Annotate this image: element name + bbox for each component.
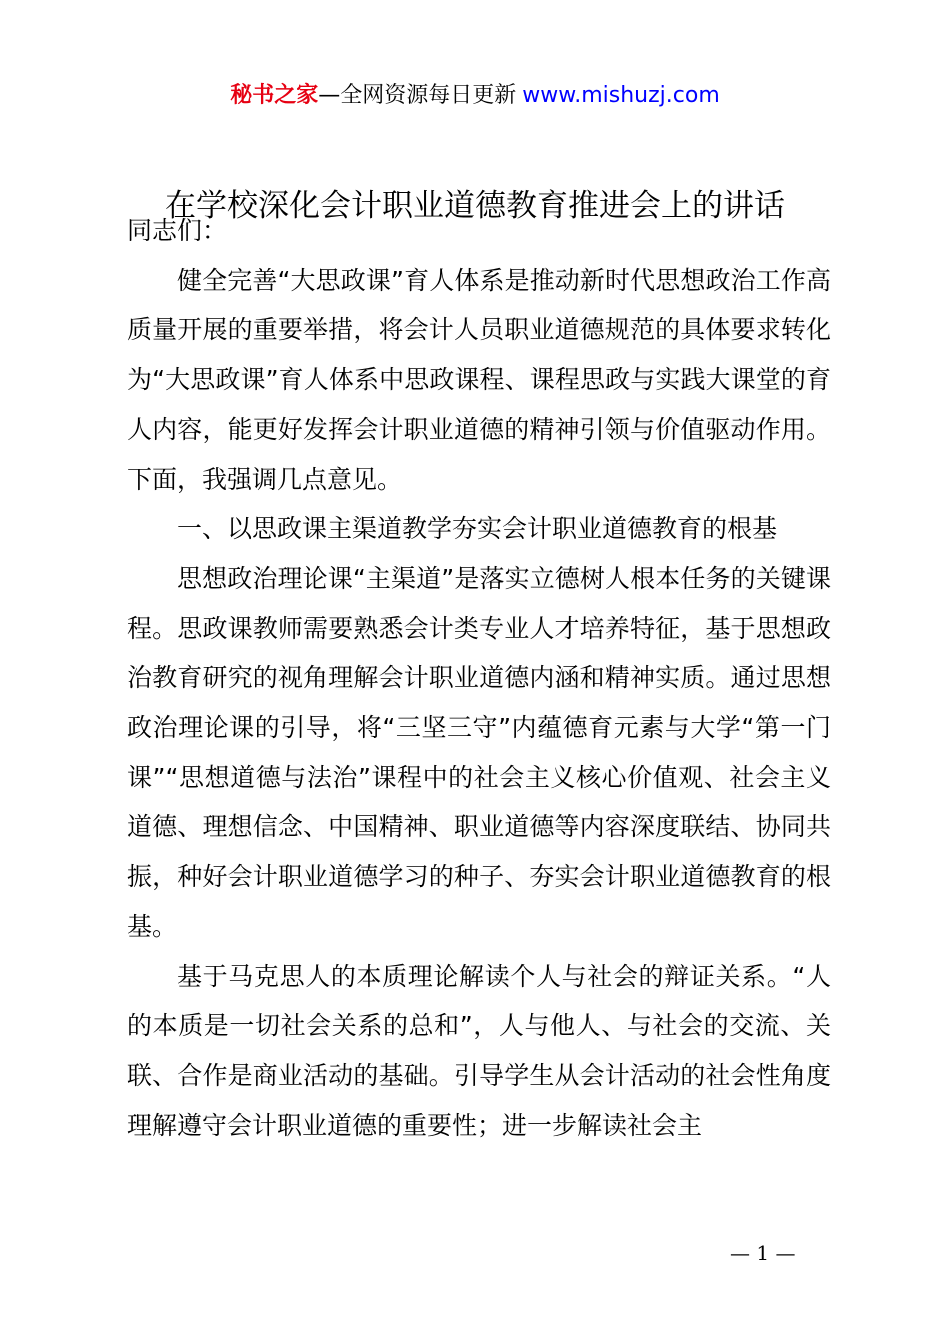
site-header xyxy=(0,78,950,114)
site-name: 秘书之家 xyxy=(230,83,319,108)
section-heading: 一、以思政课主渠道教学夯实会计职业道德教育的根基 xyxy=(177,514,778,544)
salutation: 同志们： xyxy=(127,216,228,245)
document-body xyxy=(127,206,831,1150)
site-tagline: —全网资源每日更新 xyxy=(318,83,517,108)
paragraph-intro: 健全完善“大思政课”育人体系是推动新时代思想政治工作高质量开展的重要举措，将会计人员职业道德规范的具体要求转化为“大思政课”育人体系中思政课程、课程思政与实践大课堂的育人内容，能更好发挥会计职业道德的精神引领与价值驱动作用。下面，我强调几点意见。 xyxy=(127,265,831,494)
document-title: 在学校深化会计职业道德教育推进会上的讲话 xyxy=(165,188,785,224)
site-url-link[interactable]: www.mishuzj.com xyxy=(522,83,720,108)
paragraph-body: 基于马克思人的本质理论解读个人与社会的辩证关系。“人的本质是一切社会关系的总和”，人与他人、与社会的交流、关联、合作是商业活动的基础。引导学生从会计活动的社会性角度理解遵守会计职业道德的重要性；进一步解读社会主 xyxy=(127,961,831,1140)
page-number: — 1 — xyxy=(730,1241,796,1265)
paragraph-body: 思想政治理论课“主渠道”是落实立德树人根本任务的关键课程。思政课教师需要熟悉会计类专业人才培养特征，基于思想政治教育研究的视角理解会计职业道德内涵和精神实质。通过思想政治理论课的引导，将“三坚三守”内蕴德育元素与大学“第一门课”“思想道德与法治”课程中的社会主义核心价值观、社会主义道德、理想信念、中国精神、职业道德等内容深度联结、协同共振，种好会计职业道德学习的种子、夯实会计职业道德教育的根基。 xyxy=(127,563,831,941)
